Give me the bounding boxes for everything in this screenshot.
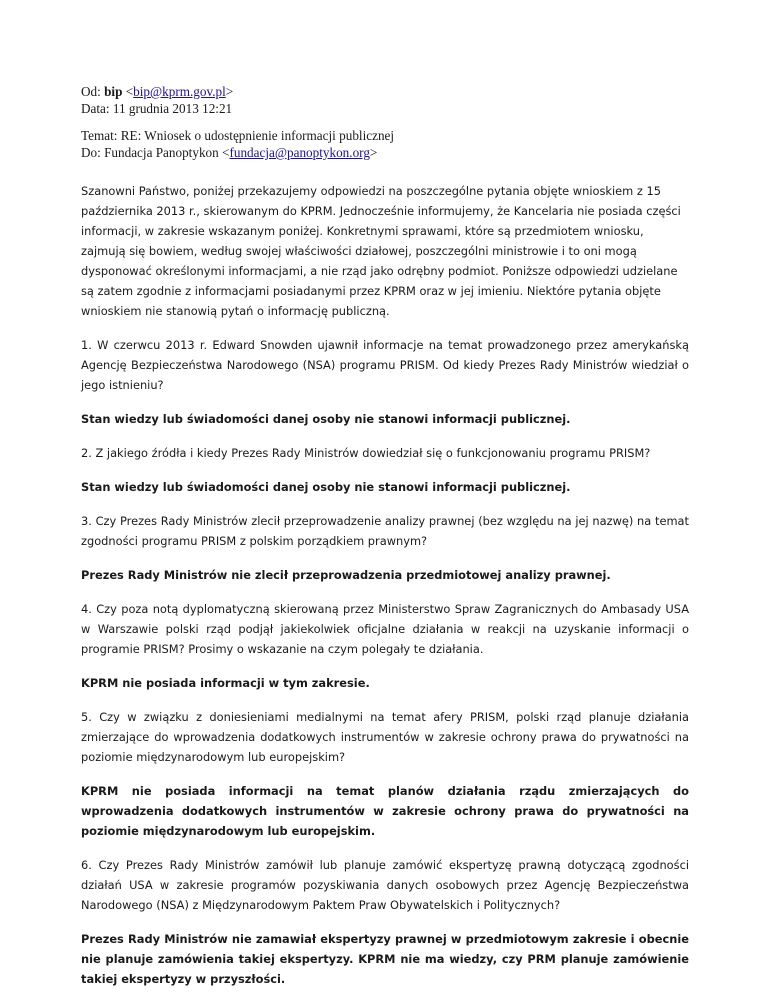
answer-6: Prezes Rady Ministrów nie zamawiał ekspertyzy prawnej w przedmiotowym zakresie i obecnie nie planuje zamówienia takiej ekspertyzy. KPRM nie ma wiedzy, czy PRM planuje zamówienie takiej ekspertyzy w przyszłości. (81, 932, 689, 986)
answer-3: Prezes Rady Ministrów nie zlecił przeprowadzenia przedmiotowej analizy prawnej. (81, 568, 611, 582)
email-header (81, 83, 689, 161)
subject-value: RE: Wniosek o udostępnienie informacji publicznej (120, 128, 395, 143)
email-document (81, 83, 689, 1003)
intro-paragraph: Szanowni Państwo, poniżej przekazujemy odpowiedzi na poszczególne pytania objęte wnioskiem z 15 października 2013 r., skierowanym do KPRM. Jednocześnie informujemy, że Kancelaria nie posiada części informacji, w zakresie wskazanym poniżej. Konkretnymi sprawami, które są przedmiotem wniosku, zajmują się bowiem, według swojej właściwości działowej, poszczególni ministrowie i to oni mogą dysponować określonymi informacjami, a nie rząd jako odrębny podmiot. Poniższe odpowiedzi udzielane są zatem zgodnie z informacjami posiadanymi przez KPRM oraz w jej imieniu. Niektóre pytania objęte wnioskiem nie stanowią pytań o informację publiczną. (81, 184, 681, 318)
to-line: Do: Fundacja Panoptykon <fundacja@panoptykon.org> (81, 145, 378, 160)
to-email-link[interactable]: fundacja@panoptykon.org (229, 145, 370, 160)
question-3: 3. Czy Prezes Rady Ministrów zlecił przeprowadzenie analizy prawnej (bez względu na jej nazwę) na temat zgodności programu PRISM z polskim porządkiem prawnym? (81, 514, 689, 548)
date-value: 11 grudnia 2013 12:21 (112, 101, 233, 116)
question-4: 4. Czy poza notą dyplomatyczną skierowaną przez Ministerstwo Spraw Zagranicznych do Ambasady USA w Warszawie polski rząd podjął jakiekolwiek oficjalne działania w reakcji na uzyskanie informacji o programie PRISM? Prosimy o wskazanie na czym polegały te działania. (81, 602, 689, 656)
question-5: 5. Czy w związku z doniesieniami medialnymi na temat afery PRISM, polski rząd planuje działania zmierzające do wprowadzenia dodatkowych instrumentów w zakresie ochrony prawa do prywatności na poziomie międzynarodowym lub europejskim? (81, 710, 689, 764)
question-1: 1. W czerwcu 2013 r. Edward Snowden ujawnił informacje na temat prowadzonego przez amerykańską Agencję Bezpieczeństwa Narodowego (NSA) programu PRISM. Od kiedy Prezes Rady Ministrów wiedział o jego istnieniu? (81, 338, 689, 392)
from-line: Od: bip <bip@kprm.gov.pl> (81, 84, 234, 99)
answer-5: KPRM nie posiada informacji na temat planów działania rządu zmierzających do wprowadzenia dodatkowych instrumentów w zakresie ochrony prawa do prywatności na poziomie międzynarodowym lub europejskim. (81, 784, 689, 838)
date-line: Data: 11 grudnia 2013 12:21 (81, 101, 233, 116)
to-name: Fundacja Panoptykon (104, 145, 219, 160)
answer-1: Stan wiedzy lub świadomości danej osoby nie stanowi informacji publicznej. (81, 412, 571, 426)
subject-line: Temat: RE: Wniosek o udostępnienie informacji publicznej (81, 128, 395, 143)
answer-4: KPRM nie posiada informacji w tym zakresie. (81, 676, 370, 690)
from-name: bip (104, 84, 123, 99)
from-email-link[interactable]: bip@kprm.gov.pl (133, 84, 226, 99)
question-6: 6. Czy Prezes Rady Ministrów zamówił lub planuje zamówić ekspertyzę prawną dotyczącą zgodności działań USA w zakresie programów pozyskiwania danych osobowych przez Agencję Bezpieczeństwa Narodowego (NSA) z Międzynarodowym Paktem Praw Obywatelskich i Politycznych? (81, 858, 689, 912)
question-2: 2. Z jakiego źródła i kiedy Prezes Rady Ministrów dowiedział się o funkcjonowaniu programu PRISM? (81, 446, 651, 460)
answer-2: Stan wiedzy lub świadomości danej osoby nie stanowi informacji publicznej. (81, 480, 571, 494)
email-body (81, 181, 689, 989)
